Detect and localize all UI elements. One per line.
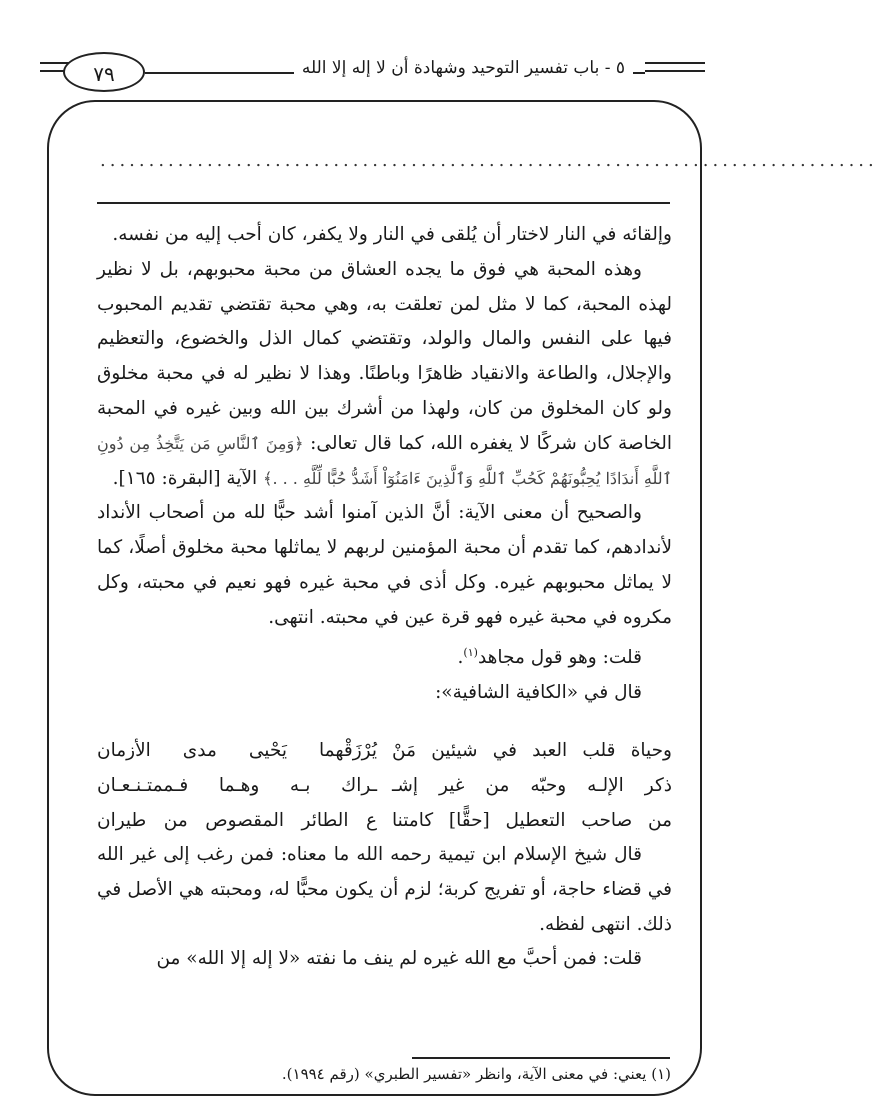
header-rule-right (645, 62, 705, 64)
poem-verse-2 (97, 769, 672, 804)
running-title: ٥ - باب تفسير التوحيد وشهادة أن لا إله إلا الله (294, 58, 633, 78)
poem-verse-1 (97, 734, 672, 769)
paragraph-7: قلت: فمن أحبَّ مع الله غيره لم ينف ما نفته «لا إله إلا الله» من (156, 948, 642, 970)
page-number: ٧٩ (63, 52, 145, 92)
paragraph-1: وإلقائه في النار لاختار أن يُلقى في النار ولا يكفر، كان أحب إليه من نفسه. (112, 224, 672, 245)
poem-verse-3 (97, 804, 672, 839)
paragraph-4-text: قلت: وهو قول مجاهد (477, 646, 642, 668)
paragraph-2 (97, 253, 672, 497)
poem-hemistich-right: وحياة قلب العبد في شيئين مَنْ (392, 740, 672, 761)
poem-hemistich-left: ـراك بـه وهـما فـممتـنـعـان (97, 774, 377, 796)
page-header (0, 0, 751, 110)
poem-hemistich-left: ع الطائر المقصوص من طيران (97, 809, 377, 831)
footnote: (١) يعني: في معنى الآية، وانظر «تفسير الطبري» (رقم ١٩٩٤). (281, 1065, 671, 1083)
paragraph-6: قال شيخ الإسلام ابن تيمية رحمه الله ما معناه: فمن رغب إلى غير الله في قضاء حاجة، أو تفريج كربة؛ لزم أن يكون محبًّا له، ومحبته هي الأصل في ذلك. انتهى لفظه. (97, 844, 672, 935)
poem-hemistich-right: من صاحب التعطيل [حقًّا] كامتنا (392, 809, 672, 831)
poem-hemistich-left: يُرْزَقْهما يَحْيى مدى الأزمان (97, 740, 377, 761)
paragraph-5: قال في «الكافية الشافية»: (435, 681, 642, 703)
main-text-continued (97, 838, 672, 977)
poem-hemistich-right: ذكر الإلـه وحبّه من غير إشـ (392, 774, 672, 796)
poem (97, 734, 672, 838)
section-rule (97, 202, 670, 204)
paragraph-2-text: وهذه المحبة هي فوق ما يجده العشاق من محبة محبوبهم، بل لا نظير لهذه المحبة، كما لا مثل لمن تعلقت به، وهي محبة تقتضي تقديم المحبوب فيها على النفس والمال والولد، وتقتضي كمال الذل والخضوع، والتعظيم والإجلال، والطاعة والانقياد ظاهرًا وباطنًا. وهذا لا نظير له في محبة مخلوق ولو كان المخلوق من كان، ولهذا من أشرك بين الله وبين غيره في المحبة الخاصة كان شركًا لا يغفره الله، كما قال تعالى: (97, 258, 672, 454)
quran-verse: ﴿وَمِنَ ٱلنَّاسِ مَن يَتَّخِذُ مِن دُونِ ٱللَّهِ أَندَادًا يُحِبُّونَهُمْ كَحُبِّ ٱللَّهِ وَٱلَّذِينَ ءَامَنُوٓاْ أَشَدُّ حُبًّا لِّلَّهِ . . .﴾ (97, 433, 672, 488)
footnote-rule (412, 1057, 670, 1059)
paragraph-3: والصحيح أن معنى الآية: أنَّ الذين آمنوا أشد حبًّا لله من أصحاب الأنداد لأندادهم، كما تقدم أن محبة المؤمنين لربهم لا يماثلها محبة مخلوق أصلًا، كما لا يماثل محبوبهم غيره. وكل أذى في محبة غيره فهو نعيم في محبته، وكل مكروه في محبة غيره فهو قرة عين في محبته. انتهى. (97, 502, 672, 628)
verse-reference: الآية [البقرة: ١٦٥]. (112, 467, 258, 489)
main-text (97, 218, 672, 710)
ellipsis-line: ................................................................................ (100, 150, 878, 171)
footnote-ref: (١) (463, 645, 478, 659)
header-rule-right-lower (645, 70, 705, 72)
paragraph-4: قلت: وهو قول مجاهد$^{(١)}$. (457, 645, 642, 668)
